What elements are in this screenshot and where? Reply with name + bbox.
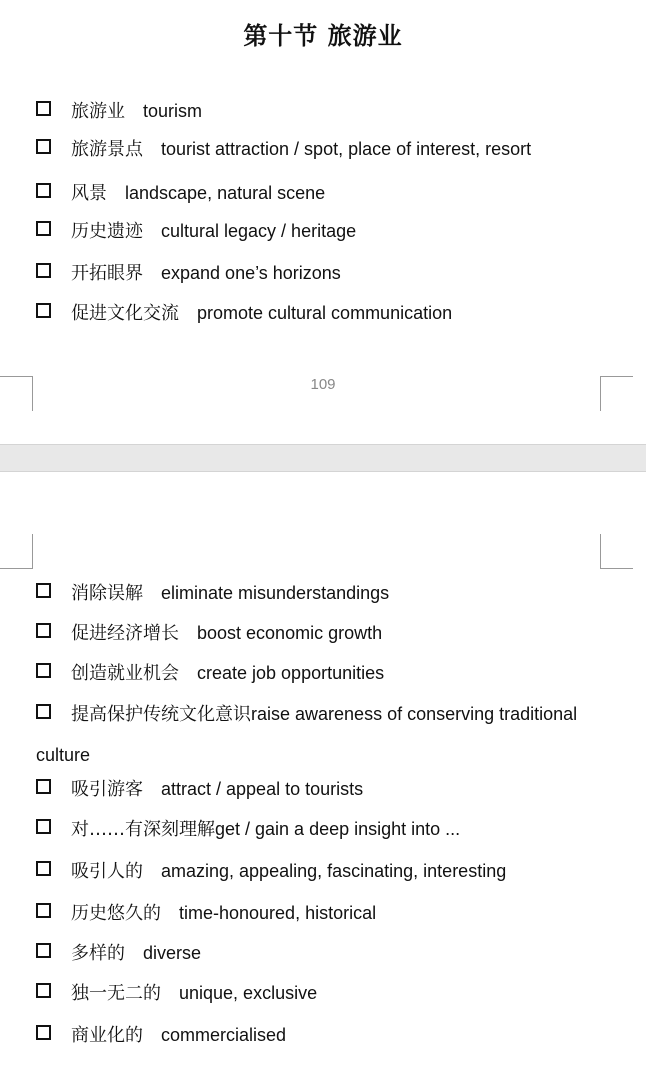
vocab-chinese: 旅游景点 xyxy=(71,139,143,160)
vocab-english: expand one’s horizons xyxy=(161,263,341,283)
vocab-chinese: 创造就业机会 xyxy=(71,663,179,684)
vocab-item xyxy=(36,100,626,123)
vocab-chinese: 风景 xyxy=(71,183,107,204)
page-number: 109 xyxy=(310,376,336,393)
vocab-item xyxy=(36,302,626,325)
vocab-item xyxy=(36,818,626,841)
vocab-chinese: 对……有深刻理解 xyxy=(71,819,215,840)
crop-mark xyxy=(600,376,633,411)
vocab-item xyxy=(36,262,626,285)
vocab-chinese: 开拓眼界 xyxy=(71,263,143,284)
vocab-english: create job opportunities xyxy=(197,663,385,683)
checkbox-icon xyxy=(36,983,51,998)
crop-mark xyxy=(600,534,633,569)
checkbox-icon xyxy=(36,583,51,598)
vocab-english: time-honoured, historical xyxy=(179,903,377,923)
vocab-chinese: 商业化的 xyxy=(71,1025,143,1046)
checkbox-icon xyxy=(36,1025,51,1040)
vocab-english: diverse xyxy=(143,943,202,963)
vocab-chinese: 独一无二的 xyxy=(71,983,161,1004)
vocab-item xyxy=(36,778,626,801)
vocab-english: get / gain a deep insight into ... xyxy=(215,819,461,839)
vocab-english: commercialised xyxy=(161,1025,287,1045)
section-title: 第十节 旅游业 xyxy=(243,22,403,50)
vocab-english: tourist attraction / spot, place of interest, resort xyxy=(161,139,532,159)
vocab-chinese: 促进文化交流 xyxy=(71,303,179,324)
checkbox-icon xyxy=(36,663,51,678)
vocab-chinese: 提高保护传统文化意识 xyxy=(71,704,251,725)
vocab-item xyxy=(36,182,626,205)
checkbox-icon xyxy=(36,623,51,638)
vocab-english: cultural legacy / heritage xyxy=(161,221,357,241)
vocab-item xyxy=(36,138,626,161)
vocab-chinese: 历史遗迹 xyxy=(71,221,143,242)
vocab-chinese: 吸引人的 xyxy=(71,861,143,882)
vocab-item xyxy=(36,694,626,776)
vocab-english: promote cultural communication xyxy=(197,303,453,323)
vocab-chinese: 历史悠久的 xyxy=(71,903,161,924)
checkbox-icon xyxy=(36,183,51,198)
checkbox-icon xyxy=(36,139,51,154)
checkbox-icon xyxy=(36,704,51,719)
vocab-item xyxy=(36,220,626,243)
vocab-chinese: 消除误解 xyxy=(71,583,143,604)
vocab-chinese: 多样的 xyxy=(71,943,125,964)
vocab-english: landscape, natural scene xyxy=(125,183,326,203)
checkbox-icon xyxy=(36,861,51,876)
vocab-chinese: 吸引游客 xyxy=(71,779,143,800)
checkbox-icon xyxy=(36,779,51,794)
vocab-english: amazing, appealing, fascinating, interesting xyxy=(161,861,507,881)
checkbox-icon xyxy=(36,101,51,116)
document-page-1 xyxy=(0,0,646,444)
vocab-item xyxy=(36,942,626,965)
checkbox-icon xyxy=(36,263,51,278)
vocab-item xyxy=(36,582,626,605)
checkbox-icon xyxy=(36,943,51,958)
vocab-english: tourism xyxy=(143,101,203,121)
vocab-chinese: 促进经济增长 xyxy=(71,623,179,644)
vocab-item xyxy=(36,982,626,1005)
vocab-item xyxy=(36,1024,626,1047)
vocab-english: unique, exclusive xyxy=(179,983,318,1003)
crop-mark xyxy=(0,534,33,569)
checkbox-icon xyxy=(36,221,51,236)
vocab-item xyxy=(36,860,626,883)
vocab-item xyxy=(36,902,626,925)
vocab-chinese: 旅游业 xyxy=(71,101,125,122)
checkbox-icon xyxy=(36,819,51,834)
checkbox-icon xyxy=(36,303,51,318)
vocab-english: attract / appeal to tourists xyxy=(161,779,364,799)
page-separator xyxy=(0,444,646,472)
vocab-english: raise awareness of conserving traditional culture xyxy=(36,704,578,765)
vocab-english: boost economic growth xyxy=(197,623,383,643)
vocab-english: eliminate misunderstandings xyxy=(161,583,390,603)
checkbox-icon xyxy=(36,903,51,918)
vocab-item xyxy=(36,622,626,645)
vocab-item xyxy=(36,662,626,685)
